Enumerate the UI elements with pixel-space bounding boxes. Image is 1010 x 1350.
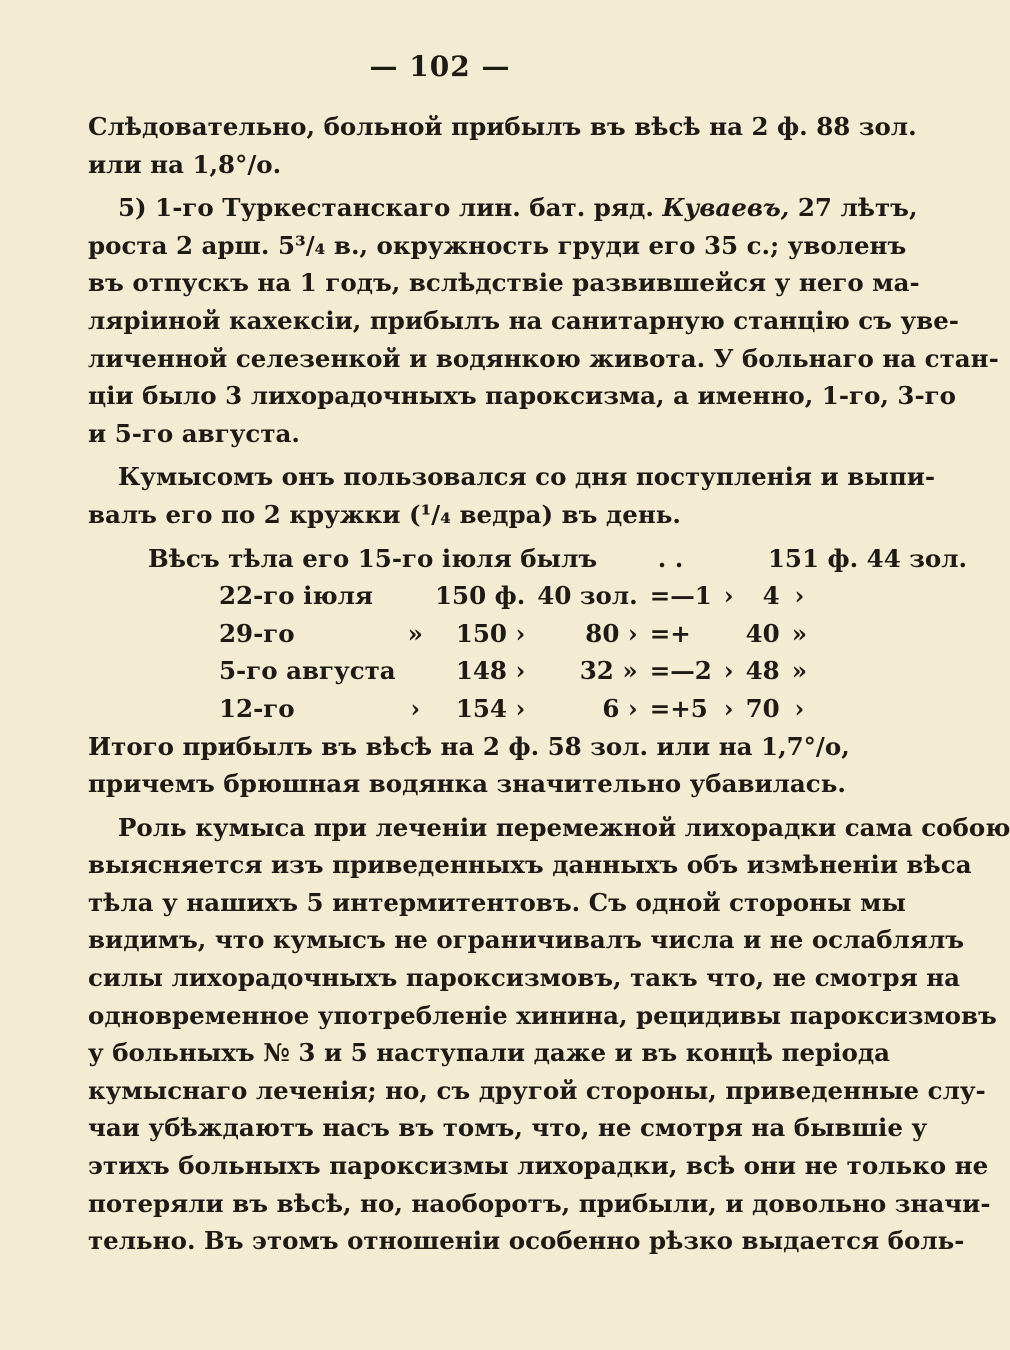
ditto-mark: » (791, 618, 807, 648)
weight-date: 22-го іюля (219, 581, 373, 611)
ditto-mark (718, 615, 740, 653)
text-fragment: 27 лѣтъ, (789, 193, 918, 223)
ditto-mark: › (410, 693, 421, 723)
weight-date: 12-го (219, 693, 295, 723)
weight-change-zol: 70 (745, 693, 780, 723)
text-line: у больныхъ № 3 и 5 наступали даже и въ концѣ періода (88, 1038, 891, 1068)
text-line: кумыснаго леченія; но, съ другой стороны, приведенные слу- (88, 1075, 986, 1105)
text-line: силы лихорадочныхъ пароксизмовъ, такъ что, не смотря на (88, 963, 960, 993)
text-line: выясняется изъ приведенныхъ данныхъ объ измѣненіи вѣса (88, 850, 972, 880)
text-line: тельно. Въ этомъ отношеніи особенно рѣзко выдается боль- (88, 1226, 965, 1256)
ditto-mark: » (407, 618, 423, 648)
patient-name: Куваевъ, (662, 193, 790, 223)
paragraph-5 (88, 809, 1010, 1260)
weight-row (213, 652, 813, 690)
text-line: чаи убѣждаютъ насъ въ томъ, что, не смотря на бывшіе у (88, 1113, 928, 1143)
weight-zol: 80 › (585, 618, 638, 648)
text-line: Кумысомъ онъ пользовался со дня поступленія и выпи- (118, 462, 936, 492)
ditto-mark (402, 652, 429, 690)
text-line: потеряли въ вѣсѣ, но, наоборотъ, прибыли, и довольно значи- (88, 1188, 991, 1218)
page-number: — 102 — (369, 50, 511, 83)
weight-zol: 6 › (602, 693, 638, 723)
weight-funts: 148 › (455, 656, 526, 686)
text-line: видимъ, что кумысъ не ограничивалъ числа и не ослаблялъ (88, 925, 965, 955)
paragraph-3 (88, 458, 936, 533)
text-line: Итого прибылъ въ вѣсѣ на 2 ф. 58 зол. или на 1,7°/о, (88, 731, 850, 761)
text-fragment: 5) 1-го Туркестанскаго лин. бат. ряд. (118, 193, 663, 223)
ditto-mark: › (723, 656, 734, 686)
text-line: валъ его по 2 кружки (¹/₄ ведра) въ день. (88, 499, 681, 529)
weight-date: 29-го (219, 618, 295, 648)
weight-intro-value: 151 ф. 44 зол. (767, 543, 968, 573)
paragraph-4 (88, 728, 850, 803)
paragraph-2 (88, 189, 999, 452)
text-line: или на 1,8°/о. (88, 149, 282, 179)
weight-row (213, 690, 813, 728)
page-body (88, 108, 1010, 1260)
weight-row (213, 577, 813, 615)
weight-date: 5-го августа (219, 656, 396, 686)
weight-change: =+ (649, 618, 691, 648)
text-line (88, 189, 918, 227)
weight-funts: 150 › (455, 618, 526, 648)
weight-funts: 154 › (455, 693, 526, 723)
text-line: причемъ брюшная водянка значительно убавилась. (88, 769, 846, 799)
text-line: въ отпускъ на 1 годъ, вслѣдствіе развившейся у него ма- (88, 268, 920, 298)
text-line: и 5-го августа. (88, 418, 300, 448)
paragraph-1 (88, 108, 917, 183)
text-line: тѣла у нашихъ 5 интермитентовъ. Съ одной стороны мы (88, 887, 906, 917)
text-line: Роль кумыса при леченіи перемежной лихорадки сама собою (118, 812, 1010, 842)
weight-intro-label: Вѣсъ тѣла его 15-го іюля былъ (148, 543, 598, 573)
weight-row (213, 615, 813, 653)
weight-intro-dots: . . (657, 543, 684, 573)
weight-intro-line (88, 540, 968, 578)
ditto-mark: › (794, 693, 805, 723)
text-line: личенной селезенкой и водянкою живота. У больнаго на стан- (88, 343, 999, 373)
weight-change: =—2 (649, 656, 712, 686)
weight-change-zol: 40 (745, 618, 780, 648)
text-line: Слѣдовательно, больной прибылъ въ вѣсѣ на 2 ф. 88 зол. (88, 112, 917, 141)
weight-change: =+5 (649, 693, 708, 723)
weight-change-zol: 48 (745, 656, 780, 686)
text-line: роста 2 арш. 5³/₄ в., окружность груди его 35 с.; уволенъ (88, 230, 907, 260)
weight-funts: 150 ф. (434, 581, 526, 611)
weight-table (213, 577, 813, 727)
weight-change-zol: 4 (762, 581, 780, 611)
ditto-mark: » (791, 656, 807, 686)
text-line: ляріиной кахексіи, прибылъ на санитарную станцію съ уве- (88, 305, 959, 335)
text-line: этихъ больныхъ пароксизмы лихорадки, всѣ они не только не (88, 1151, 989, 1181)
text-line: ціи было 3 лихорадочныхъ пароксизма, а именно, 1-го, 3-го (88, 381, 956, 411)
weight-change: =—1 (649, 581, 712, 611)
ditto-mark: › (723, 693, 734, 723)
weight-zol: 32 » (579, 656, 638, 686)
text-line: одновременное употребленіе хинина, рецидивы пароксизмовъ (88, 1000, 997, 1030)
ditto-mark: › (723, 581, 734, 611)
ditto-mark: › (794, 581, 805, 611)
weight-zol: 40 зол. (537, 581, 638, 611)
